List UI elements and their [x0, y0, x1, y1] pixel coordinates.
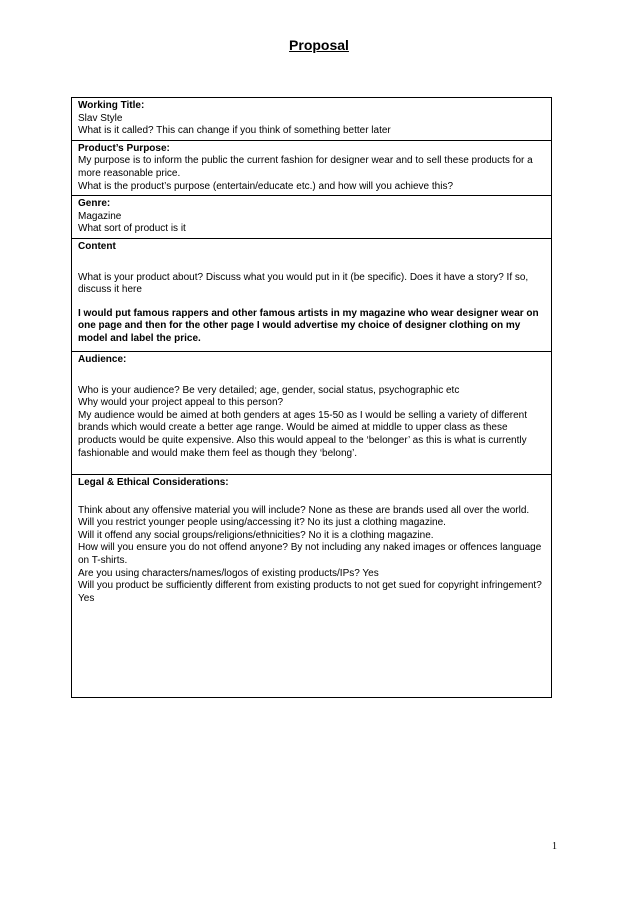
genre-heading: Genre: [78, 198, 111, 210]
legal-line-2: Will you restrict younger people using/accessing it? No its just a clothing magazine. [78, 517, 446, 529]
genre-section [72, 196, 552, 239]
legal-line-3: Will it offend any social groups/religions/ethnicities? No it is a clothing magazine. [78, 529, 434, 541]
purpose-answer: My purpose is to inform the public the current fashion for designer wear and to sell these products for a more reasonable price. [78, 155, 533, 179]
legal-line-6: Will you product be sufficiently different from existing products to not get sued for copyright infringement? [78, 580, 542, 592]
page-title: Proposal [289, 37, 349, 53]
genre-prompt: What sort of product is it [78, 223, 186, 235]
legal-line-4: How will you ensure you do not offend anyone? By not including any naked images or offences language on T-shirts. [78, 542, 542, 566]
audience-heading: Audience: [78, 353, 127, 365]
content-section [72, 238, 552, 351]
content-heading: Content [78, 240, 116, 252]
content-prompt: What is your product about? Discuss what you would put in it (be specific). Does it have a story? If so, discuss it here [78, 271, 529, 296]
audience-section [72, 351, 552, 474]
purpose-section [72, 140, 552, 195]
proposal-form [71, 97, 552, 698]
legal-line-5: Are you using characters/names/logos of existing products/IPs? Yes [78, 567, 379, 579]
legal-section [72, 474, 552, 697]
purpose-prompt: What is the product’s purpose (entertain/educate etc.) and how will you achieve this? [78, 180, 454, 192]
working-title-heading: Working Title: [78, 100, 145, 111]
legal-line-7: Yes [78, 592, 95, 604]
audience-answer: My audience would be aimed at both genders at ages 15-50 as I would be selling a variety of different brands which would create a better age range. Would be aimed at middle to upper class as these products would be quite expensive. Also this would appeal to the ‘belonger’ as this is what is currently fashionable and would make them feel as though they ‘belong’. [78, 409, 527, 459]
purpose-heading: Product’s Purpose: [78, 142, 170, 154]
content-answer: I would put famous rappers and other famous artists in my magazine who wear designer wear on one page and then for the other page I would advertise my choice of designer clothing on my model and label the price. [78, 307, 539, 344]
working-title-value: Slav Style [78, 112, 123, 124]
legal-line-1: Think about any offensive material you will include? None as these are brands used all over the world. [78, 504, 530, 516]
audience-prompt-2: Why would your project appeal to this person? [78, 397, 284, 409]
page-number: 1 [552, 841, 557, 852]
working-title-section [72, 98, 552, 141]
legal-heading: Legal & Ethical Considerations: [78, 476, 229, 488]
working-title-prompt: What is it called? This can change if you think of something better later [78, 125, 391, 137]
genre-value: Magazine [78, 210, 122, 222]
audience-prompt-1: Who is your audience? Be very detailed; age, gender, social status, psychographic etc [78, 384, 460, 396]
